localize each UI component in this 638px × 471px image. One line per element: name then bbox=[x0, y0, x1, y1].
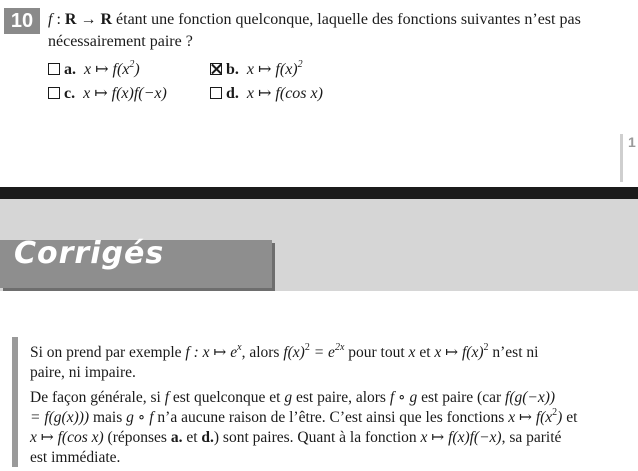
text: et bbox=[182, 429, 202, 446]
text: pour tout bbox=[344, 344, 409, 361]
option-a-tail: ) bbox=[134, 61, 140, 78]
math: f bbox=[164, 389, 170, 406]
answer-line-4 bbox=[30, 408, 577, 428]
checkbox-empty-icon[interactable] bbox=[210, 87, 222, 99]
math: f(x) bbox=[283, 344, 305, 361]
math: ) bbox=[557, 409, 563, 426]
checkbox-checked-icon[interactable] bbox=[210, 63, 222, 75]
text: est quelconque et bbox=[169, 389, 285, 406]
math: = f(g(x))) bbox=[30, 409, 90, 426]
option-b-label: b. bbox=[226, 61, 239, 78]
math-sup: x bbox=[237, 341, 242, 353]
text: mais bbox=[89, 409, 127, 426]
text: Si on prend par exemple bbox=[30, 344, 186, 361]
option-c[interactable] bbox=[48, 84, 167, 104]
text: et bbox=[415, 344, 435, 361]
answer-ref-a: a. bbox=[170, 429, 183, 446]
text: n’est ni bbox=[488, 344, 539, 361]
math: = e bbox=[309, 344, 335, 361]
option-d[interactable] bbox=[210, 84, 323, 104]
option-a-expr: x ↦ f(x bbox=[84, 61, 130, 78]
math: f(g(−x)) bbox=[505, 389, 556, 406]
question-text-line-1 bbox=[48, 10, 581, 30]
checkbox-empty-icon[interactable] bbox=[48, 63, 60, 75]
margin-page-number: 1 bbox=[628, 134, 636, 150]
option-c-label: c. bbox=[64, 85, 76, 102]
text: n’a aucune raison de l’être. C’est ainsi que les fonctions bbox=[153, 409, 509, 426]
section-title: Corrigés bbox=[14, 236, 165, 271]
question-text-line-2: nécessairement paire ? bbox=[48, 33, 193, 50]
answer-line-1 bbox=[30, 343, 538, 363]
question-number: 10 bbox=[4, 8, 40, 34]
answer-margin-bar bbox=[12, 337, 18, 467]
math: g bbox=[284, 389, 293, 406]
option-a[interactable] bbox=[48, 60, 140, 80]
math: x ↦ f(cos x) bbox=[30, 429, 104, 446]
math: x ↦ f(x)f(−x) bbox=[420, 429, 502, 446]
option-b-expr: x ↦ f(x) bbox=[246, 61, 298, 78]
math-sup: 2 bbox=[483, 341, 489, 353]
checkbox-empty-icon[interactable] bbox=[48, 87, 60, 99]
option-a-sup: 2 bbox=[129, 58, 135, 70]
math-R-codomain: R bbox=[100, 11, 113, 28]
math: g ∘ f bbox=[126, 409, 154, 426]
option-b[interactable] bbox=[210, 60, 303, 80]
math-f: f bbox=[48, 11, 53, 28]
math-R-domain: R bbox=[64, 11, 77, 28]
question-text: étant une fonction quelconque, laquelle des fonctions suivantes n’est pas bbox=[112, 11, 581, 28]
text: est paire (car bbox=[417, 389, 506, 406]
answer-line-3 bbox=[30, 388, 555, 408]
math-arrow: → bbox=[76, 11, 101, 28]
text: , alors bbox=[241, 344, 284, 361]
math: x ↦ f(x bbox=[508, 409, 553, 426]
answer-line-5 bbox=[30, 428, 561, 448]
math: f ∘ g bbox=[389, 389, 418, 406]
math-colon: : bbox=[52, 11, 65, 28]
text: De façon générale, si bbox=[30, 389, 165, 406]
option-a-label: a. bbox=[64, 61, 76, 78]
math: x ↦ f(x) bbox=[434, 344, 484, 361]
answer-line-2: paire, ni impaire. bbox=[30, 364, 136, 381]
text: ) sont paires. Quant à la fonction bbox=[213, 429, 421, 446]
text: est paire, alors bbox=[292, 389, 390, 406]
option-c-expr: x ↦ f(x)f(−x) bbox=[83, 85, 167, 102]
text: , sa parité bbox=[501, 429, 562, 446]
margin-bar bbox=[620, 134, 623, 182]
option-b-sup: 2 bbox=[297, 58, 303, 70]
answer-line-6: est immédiate. bbox=[30, 449, 121, 466]
text: et bbox=[562, 409, 578, 426]
math-sup: 2x bbox=[334, 341, 345, 353]
math-sup: 2 bbox=[304, 341, 310, 353]
math-sup: 2 bbox=[552, 406, 558, 418]
math: x bbox=[408, 344, 416, 361]
answer-ref-d: d. bbox=[201, 429, 214, 446]
option-d-label: d. bbox=[226, 85, 239, 102]
math: f : x ↦ e bbox=[185, 344, 238, 361]
text: (réponses bbox=[103, 429, 171, 446]
section-divider-dark bbox=[0, 187, 638, 199]
option-d-expr: x ↦ f(cos x) bbox=[246, 85, 323, 102]
